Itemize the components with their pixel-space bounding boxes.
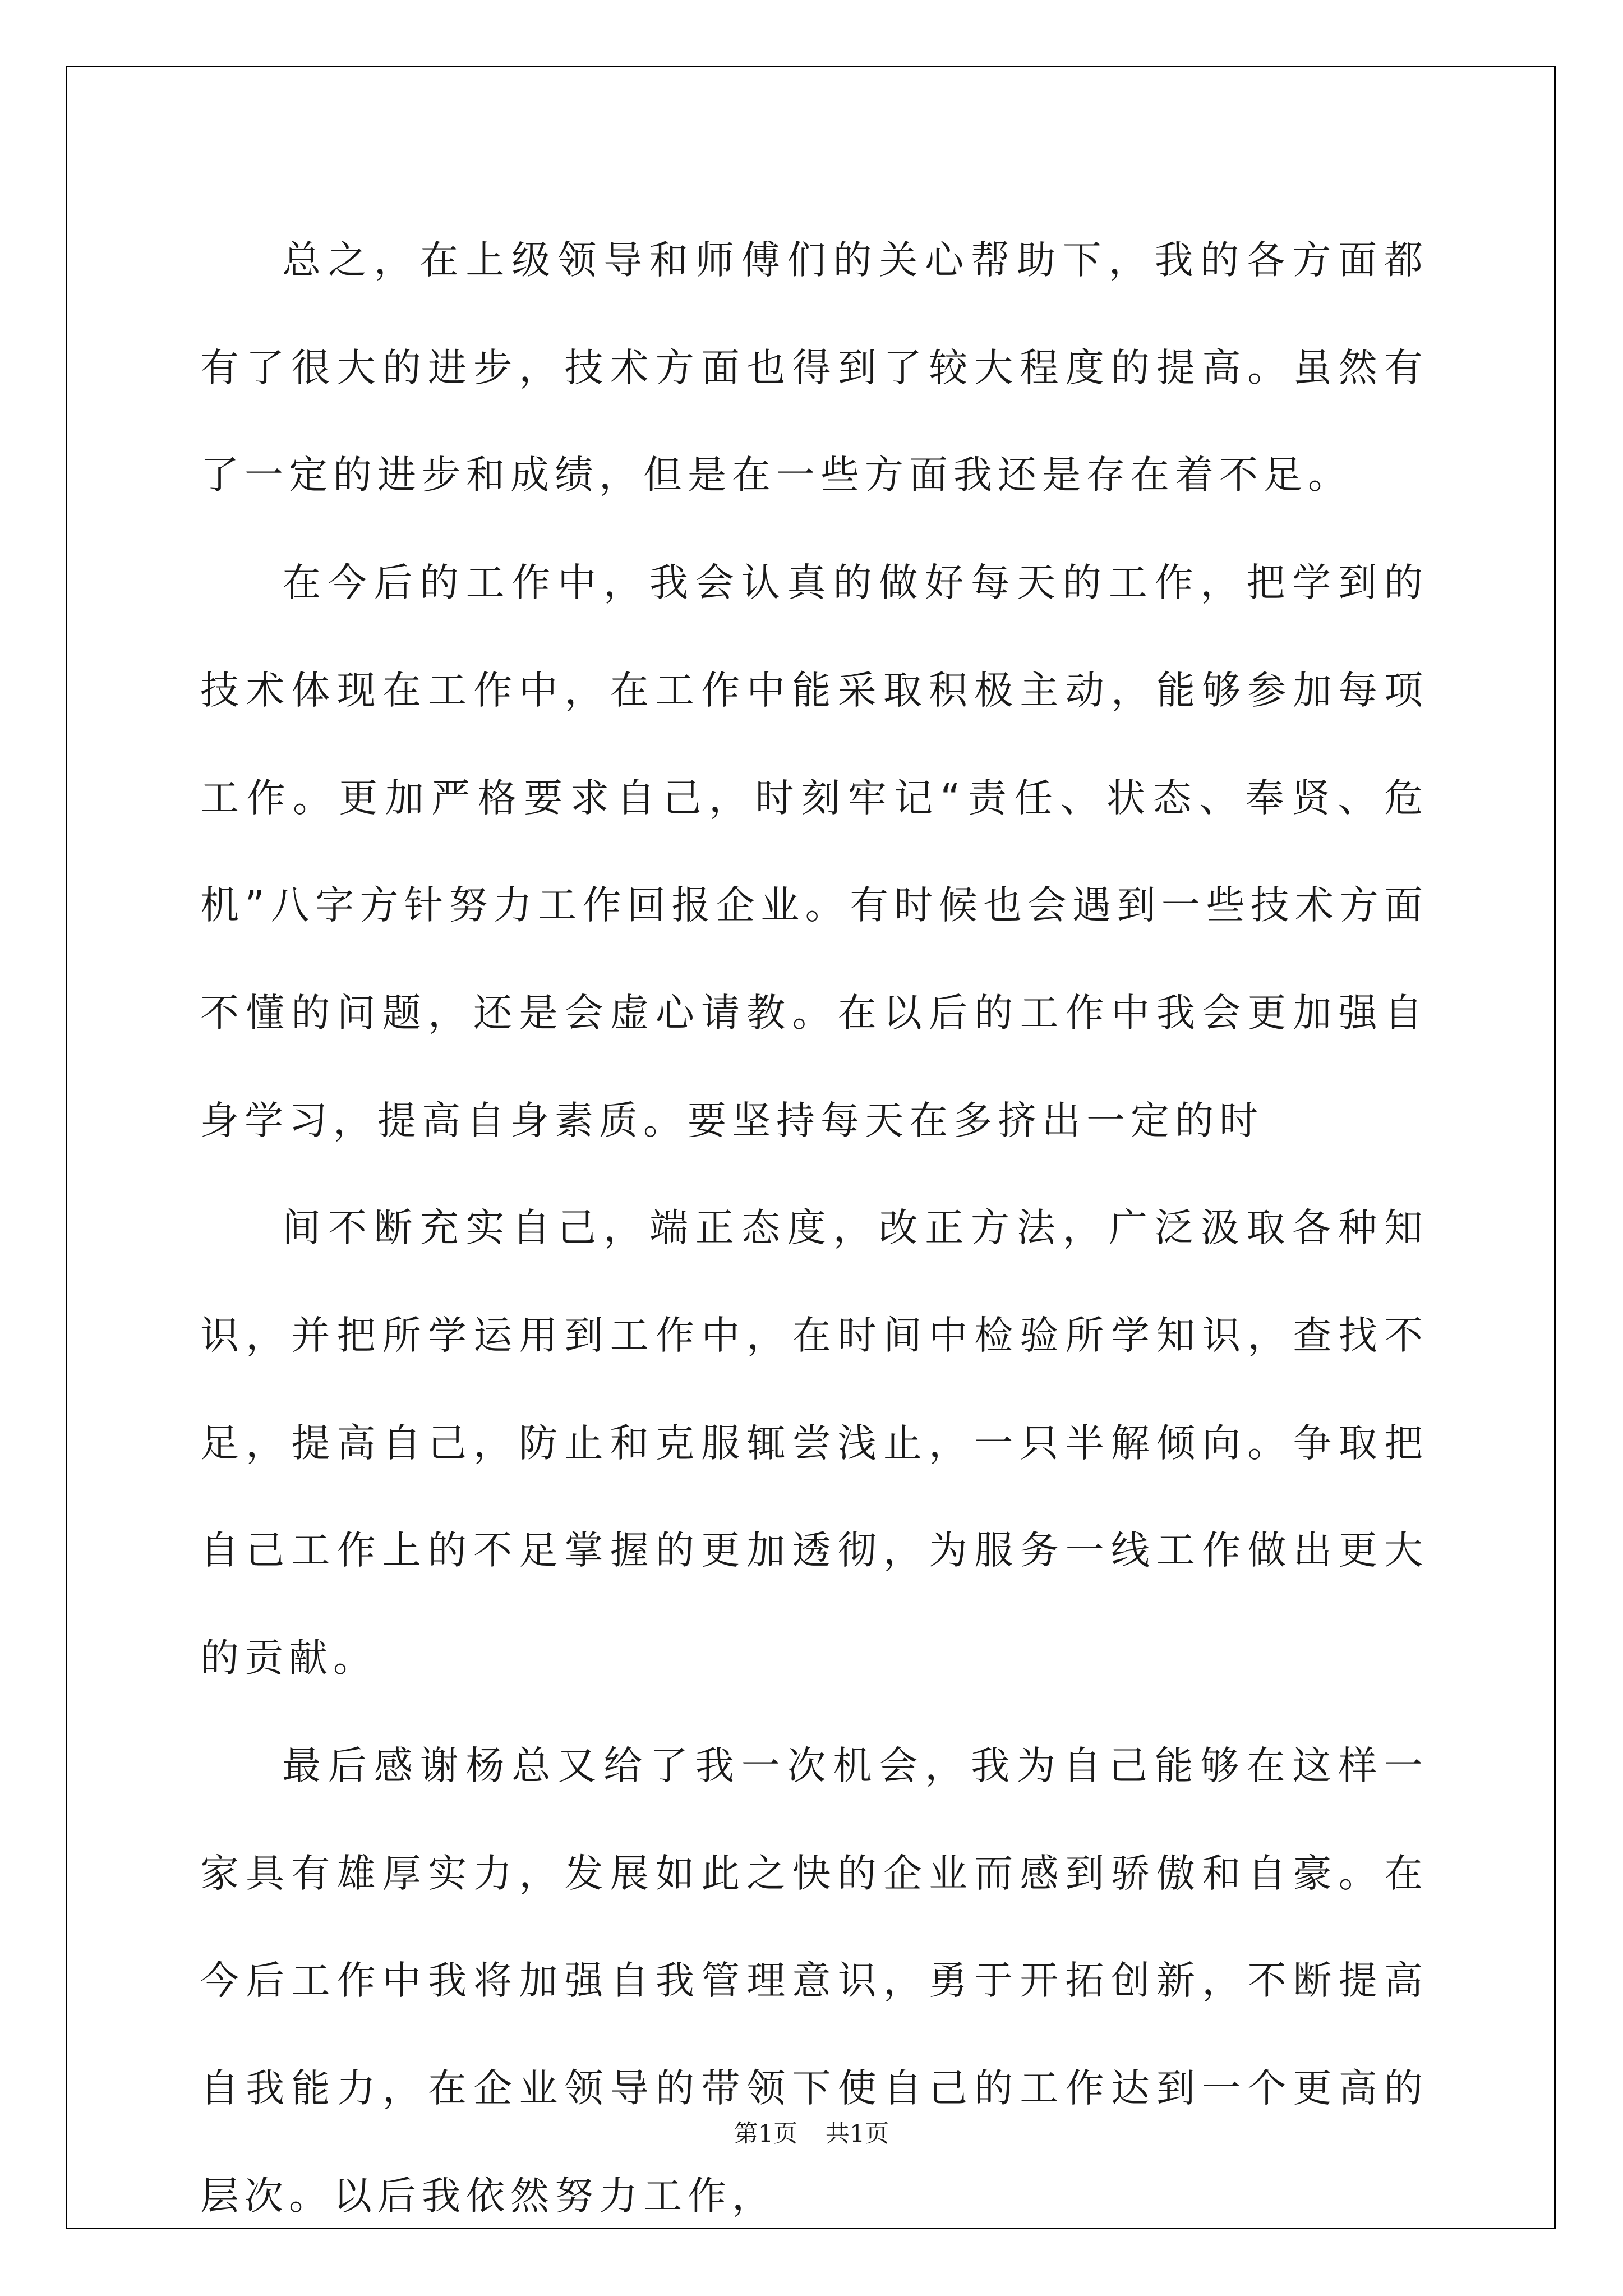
document-body	[200, 207, 1428, 2250]
paragraph-1: 总之，在上级领导和师傅们的关心帮助下，我的各方面都有了很大的进步，技术方面也得到了较大程度的提高。虽然有了一定的进步和成绩，但是在一些方面我还是存在着不足。	[200, 238, 1428, 498]
page-number-total: 共1页	[825, 2120, 889, 2148]
page-number-current: 第1页	[734, 2120, 798, 2148]
page-footer	[0, 2115, 1623, 2149]
paragraph-3: 间不断充实自己，端正态度，改正方法，广泛汲取各种知识，并把所学运用到工作中，在时间中检验所学知识，查找不足，提高自己，防止和克服辄尝浅止，一只半解倾向。争取把自己工作上的不足掌握的更加透彻，为服务一线工作做出更大的贡献。	[200, 1205, 1428, 1681]
paragraph-4: 最后感谢杨总又给了我一次机会，我为自己能够在这样一家具有雄厚实力，发展如此之快的企业而感到骄傲和自豪。在今后工作中我将加强自我管理意识，勇于开拓创新，不断提高自我能力，在企业领导的带领下使自己的工作达到一个更高的层次。以后我依然努力工作，	[200, 1743, 1428, 2219]
paragraph-2: 在今后的工作中，我会认真的做好每天的工作，把学到的技术体现在工作中，在工作中能采取积极主动，能够参加每项工作。更加严格要求自己，时刻牢记“责任、状态、奉贤、危机”八字方针努力工作回报企业。有时候也会遇到一些技术方面不懂的问题，还是会虚心请教。在以后的工作中我会更加强自身学习，提高自身素质。要坚持每天在多挤出一定的时	[200, 560, 1428, 1143]
